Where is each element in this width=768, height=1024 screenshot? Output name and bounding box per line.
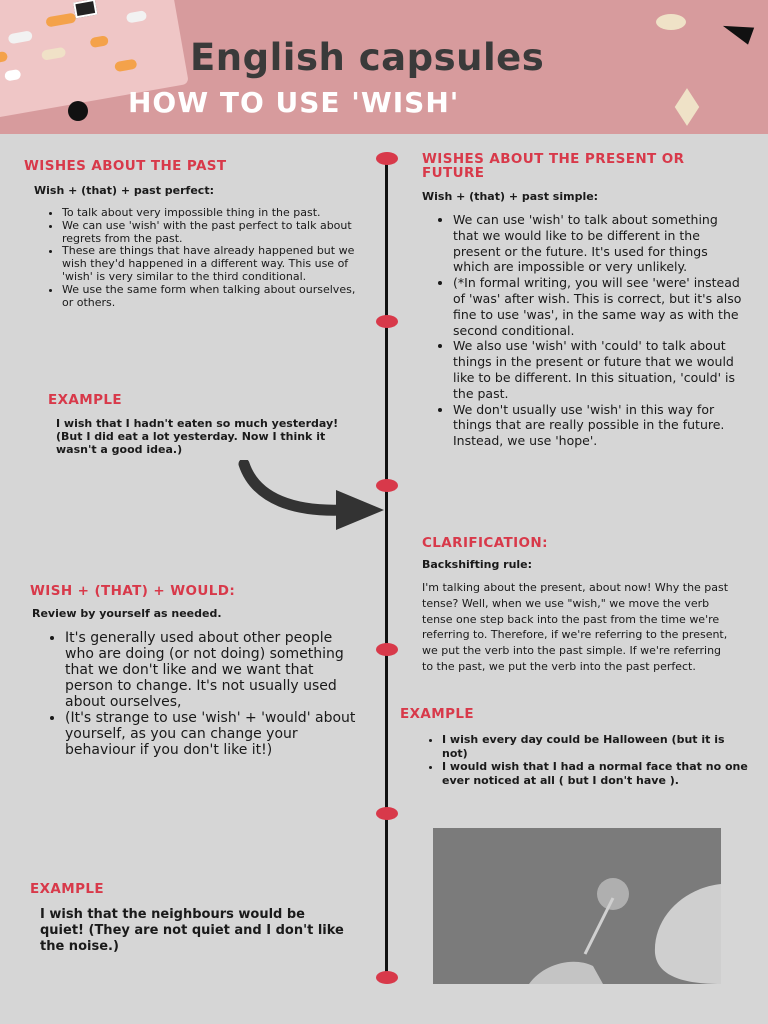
past-list <box>44 207 362 309</box>
example-heading: EXAMPLE <box>48 392 123 408</box>
backshifting-rule-label: Backshifting rule: <box>422 558 533 571</box>
present-list <box>435 212 747 449</box>
timeline-dot <box>376 807 398 820</box>
page-title: English capsules <box>190 36 545 79</box>
dandelion-photo <box>433 828 721 984</box>
list-item: • We can use 'wish' with the past perfect to talk about regrets from the past. <box>62 220 362 246</box>
list-item: • (*In formal writing, you will see 'were' instead of 'was' after wish. This is correct, but it's also fine to use 'was', in the same way as with the second conditional. <box>453 275 747 338</box>
timeline-dot <box>376 643 398 656</box>
decor-circle-black <box>68 101 88 121</box>
would-heading: WISH + (THAT) + WOULD: <box>30 583 236 599</box>
decor-oval-cream <box>656 14 686 30</box>
timeline-dot <box>376 152 398 165</box>
present-formula: Wish + (that) + past simple: <box>422 190 599 203</box>
list-item: • These are things that have already happened but we wish they'd happened in a different way. This use of 'wish' is very similar to the third conditional. <box>62 245 362 283</box>
example-list <box>424 733 750 787</box>
would-note: Review by yourself as needed. <box>32 607 222 620</box>
example-text: I wish that the neighbours would be quiet! (They are not quiet and I don't like the noise.) <box>40 907 344 954</box>
example-heading: EXAMPLE <box>30 881 105 897</box>
curved-arrow-icon <box>236 460 386 532</box>
list-item: • We also use 'wish' with 'could' to talk about things in the present or future that we would like to be different. In this situation, 'could' is the past. <box>453 338 747 401</box>
list-item: • We can use 'wish' to talk about something that we would like to be different in the present or the future. It's used for things which are impossible or very unlikely. <box>453 212 747 275</box>
clarification-text: I'm talking about the present, about now! Why the past tense? Well, when we use "wish," we move the verb tense one step back into the past from the time we're referring to. Therefore, if we're referring to the present, we put the verb into the past simple. If we're referring to the past, we put the verb into the past perfect. <box>422 581 729 673</box>
list-item: • It's generally used about other people who are doing (or not doing) something that we don't like and we want that person to change. It's not usually used about ourselves, <box>65 630 365 710</box>
list-item: • I would wish that I had a normal face that no one ever noticed at all ( but I don't have ). <box>442 760 750 787</box>
timeline-dot <box>376 315 398 328</box>
clarification-heading: CLARIFICATION: <box>422 535 548 551</box>
past-heading: WISHES ABOUT THE PAST <box>24 158 227 174</box>
example-text: I wish that I hadn't eaten so much yesterday! (But I did eat a lot yesterday. Now I think it wasn't a good idea.) <box>56 417 339 456</box>
list-item: • To talk about very impossible thing in the past. <box>62 207 362 220</box>
page-subtitle: HOW TO USE 'WISH' <box>128 86 460 119</box>
would-list <box>47 630 365 758</box>
list-item: • (It's strange to use 'wish' + 'would' about yourself, as you can change your behaviour if you don't like it!) <box>65 710 365 758</box>
past-formula: Wish + (that) + past perfect: <box>34 184 214 197</box>
decor-diamond <box>675 88 699 126</box>
decor-triangle <box>720 17 754 44</box>
timeline-line <box>385 157 388 977</box>
list-item: • We use the same form when talking about ourselves, or others. <box>62 284 362 310</box>
list-item: • We don't usually use 'wish' in this way for things that are really possible in the future. Instead, we use 'hope'. <box>453 402 747 449</box>
header-banner <box>0 0 768 134</box>
list-item: • I wish every day could be Halloween (but it is not) <box>442 733 750 760</box>
example-heading: EXAMPLE <box>400 706 475 722</box>
present-heading: WISHES ABOUT THE PRESENT OR FUTURE <box>422 151 685 181</box>
timeline-dot <box>376 971 398 984</box>
